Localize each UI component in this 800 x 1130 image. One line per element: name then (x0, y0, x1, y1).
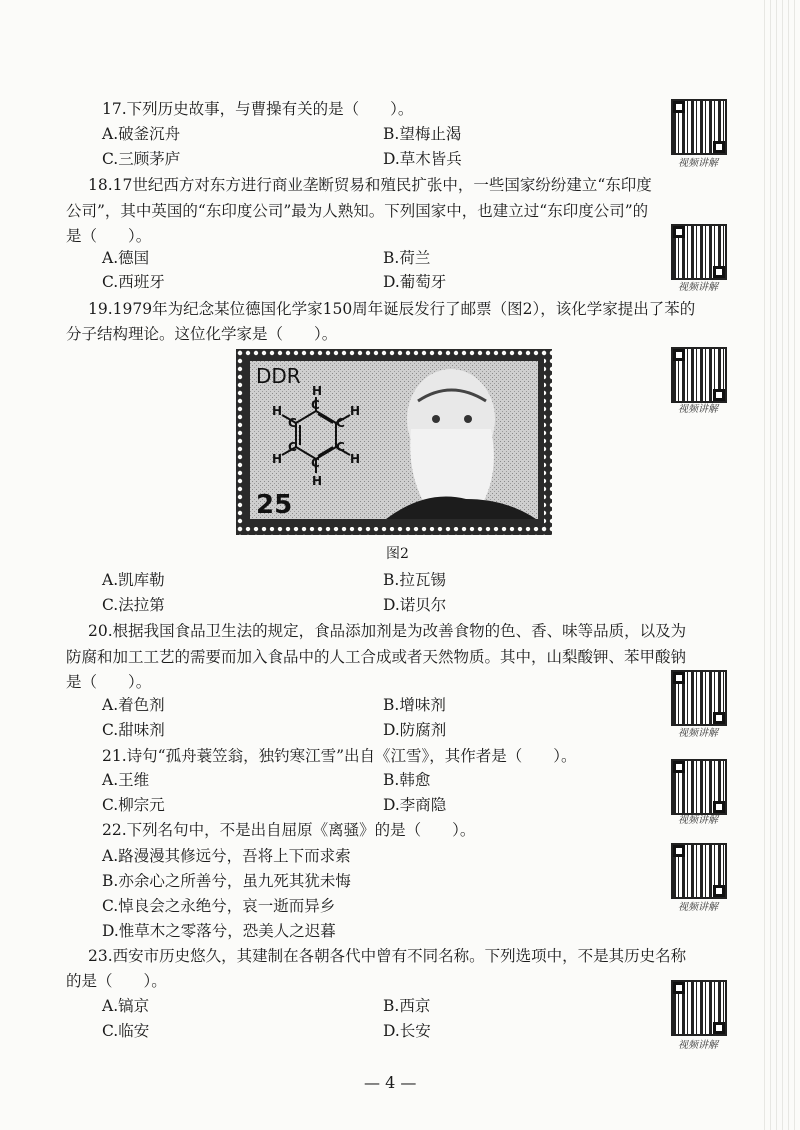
q18-option-b: B.荷兰 (383, 249, 431, 267)
q20-qr-label: 视频讲解 (678, 728, 718, 739)
q22-qr-label: 视频讲解 (678, 902, 718, 913)
q22-option-b: B.亦余心之所善兮，虽九死其犹未悔 (102, 872, 351, 890)
svg-text:C: C (336, 440, 345, 454)
stamp-country-text: DDR (256, 364, 301, 388)
svg-text:C: C (288, 416, 297, 430)
q21-option-b: B.韩愈 (383, 771, 431, 789)
q21-stem: 21.诗句“孤舟蓑笠翁，独钓寒江雪”出自《江雪》，其作者是（ ）。 (102, 747, 577, 765)
q23-option-d: D.长安 (383, 1022, 431, 1040)
svg-text:H: H (350, 404, 361, 418)
svg-text:H: H (272, 452, 283, 466)
q19-option-a: A.凯库勒 (102, 571, 165, 589)
q23-option-c: C.临安 (102, 1022, 150, 1040)
svg-text:H: H (312, 384, 323, 398)
q23-stem-line-2: 的是（ ）。 (66, 972, 167, 990)
svg-text:C: C (336, 416, 345, 430)
q20-stem-line-1: 20.根据我国食品卫生法的规定，食品添加剂是为改善食物的色、香、味等品质，以及为 (88, 622, 687, 640)
q21-option-c: C.柳宗元 (102, 796, 165, 814)
q22-stem: 22.下列名句中，不是出自屈原《离骚》的是（ ）。 (102, 821, 476, 839)
q17-qr-label: 视频讲解 (678, 158, 718, 169)
q18-stem-line-1: 18.17世纪西方对东方进行商业垄断贸易和殖民扩张中，一些国家纷纷建立“东印度 (88, 176, 652, 194)
q23-qr-code[interactable] (671, 980, 727, 1036)
q19-option-c: C.法拉第 (102, 596, 165, 614)
scan-edge (762, 0, 800, 1130)
q17-option-b: B.望梅止渴 (383, 125, 462, 143)
stamp-value-text: 25 (256, 490, 293, 520)
q21-qr-code[interactable] (671, 759, 727, 815)
q20-option-c: C.甜味剂 (102, 721, 165, 739)
q22-option-a: A.路漫漫其修远兮，吾将上下而求索 (102, 847, 351, 865)
q20-option-d: D.防腐剂 (383, 721, 447, 739)
q17-option-d: D.草木皆兵 (383, 150, 462, 168)
q22-option-d: D.惟草木之零落兮，恐美人之迟暮 (102, 922, 336, 940)
q18-qr-code[interactable] (671, 224, 727, 280)
svg-text:C: C (288, 440, 297, 454)
q18-qr-label: 视频讲解 (678, 282, 718, 293)
q21-qr-label: 视频讲解 (678, 815, 718, 826)
q19-option-b: B.拉瓦锡 (383, 571, 446, 589)
q19-qr-label: 视频讲解 (678, 404, 718, 415)
q19-option-d: D.诺贝尔 (383, 596, 447, 614)
q23-option-a: A.镐京 (102, 997, 150, 1015)
q20-option-b: B.增味剂 (383, 696, 446, 714)
q19-stem-line-1: 19.1979年为纪念某位德国化学家150周年诞辰发行了邮票（图2），该化学家提出了苯的 (88, 300, 696, 318)
q18-stem-line-2: 公司”，其中英国的“东印度公司”最为人熟知。下列国家中，也建立过“东印度公司”的 (66, 202, 649, 220)
q20-stem-line-3: 是（ ）。 (66, 673, 152, 691)
q18-stem-line-3: 是（ ）。 (66, 227, 152, 245)
q20-option-a: A.着色剂 (102, 696, 165, 714)
svg-text:H: H (272, 404, 283, 418)
q20-qr-code[interactable] (671, 670, 727, 726)
figure-caption: 图2 (386, 546, 409, 562)
q21-option-a: A.王维 (102, 771, 150, 789)
q23-option-b: B.西京 (383, 997, 431, 1015)
q17-stem: 17.下列历史故事，与曹操有关的是（ ）。 (102, 100, 414, 118)
svg-text:C: C (311, 398, 320, 412)
svg-text:C: C (311, 456, 320, 470)
q17-option-c: C.三顾茅庐 (102, 150, 181, 168)
q22-qr-code[interactable] (671, 843, 727, 899)
page-number: — 4 — (364, 1073, 417, 1092)
q23-stem-line-1: 23.西安市历史悠久，其建制在各朝各代中曾有不同名称。下列选项中，不是其历史名称 (88, 947, 687, 965)
q18-option-c: C.西班牙 (102, 273, 165, 291)
q17-option-a: A.破釜沉舟 (102, 125, 181, 143)
stamp-image (236, 349, 552, 535)
q19-stem-line-2: 分子结构理论。这位化学家是（ ）。 (66, 325, 338, 343)
q22-option-c: C.悼良会之永绝兮，哀一逝而异乡 (102, 897, 336, 915)
q23-qr-label: 视频讲解 (678, 1040, 718, 1051)
q20-stem-line-2: 防腐和加工工艺的需要而加入食品中的人工合成或者天然物质。其中，山梨酸钾、苯甲酸钠 (66, 648, 687, 666)
svg-text:H: H (350, 452, 361, 466)
q17-qr-code[interactable] (671, 99, 727, 155)
q18-option-a: A.德国 (102, 249, 150, 267)
q21-option-d: D.李商隐 (383, 796, 447, 814)
q18-option-d: D.葡萄牙 (383, 273, 447, 291)
q19-qr-code[interactable] (671, 347, 727, 403)
svg-text:H: H (312, 474, 323, 488)
